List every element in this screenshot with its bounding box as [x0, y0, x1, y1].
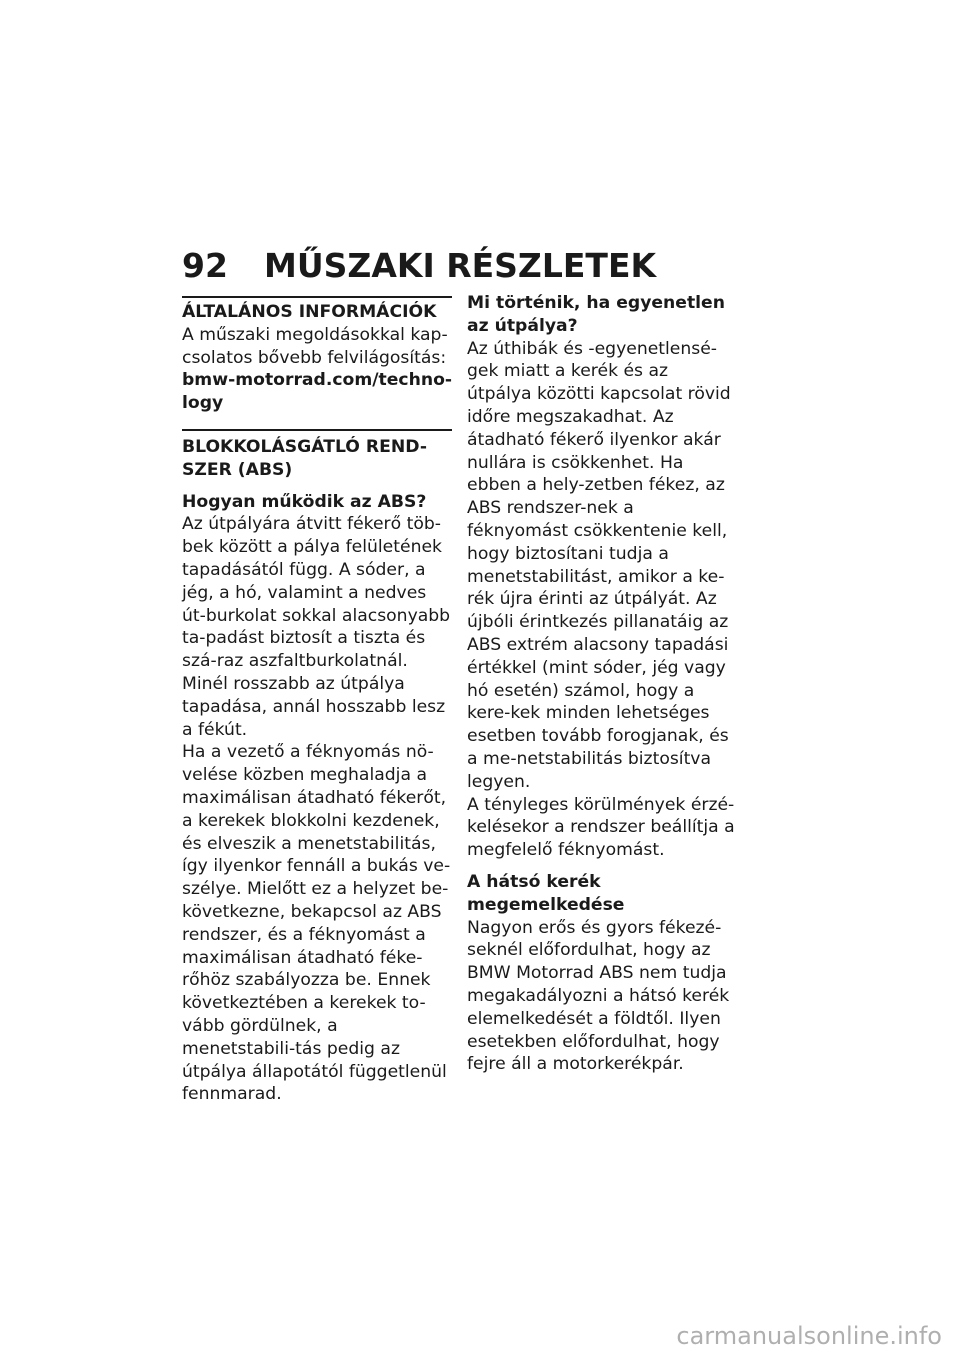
subheading-rear-wheel-lift: A hátsó kerék megemelkedése: [467, 871, 625, 915]
right-column: [467, 292, 737, 1076]
uneven-road-paragraph-2: A tényleges körülmények érzé-kelésekor a rendszer beállítja a megfelelő féknyomást.: [467, 794, 735, 861]
uneven-road-paragraph-1: Az úthibák és -egyenetlensé-gek miatt a kerék és az útpálya közötti kapcsolat rövid időre megszakadhat. Az átadható fékerő ilyenkor akár nullára is csökkenhet. Ha ebben a hely-zetben fékez, az ABS rendszer-nek a féknyomást csökkentenie kell, hogy biztosítani tudja a menetstabilitást, amikor a ke-rék újra érinti az útpályát. Az újbóli érintkezés pillanatáig az ABS extrém alacsony tapadási értékkel (mint sóder, jég vagy hó esetén) számol, hogy a kere-kek minden lehetséges esetben tovább forogjanak, és a me-netstabilitás biztosítva legyen.: [467, 338, 731, 792]
watermark: carmanualsonline.info: [676, 1322, 942, 1350]
page-header: [182, 244, 762, 288]
page-number: 92: [182, 246, 228, 285]
section-heading-abs: BLOKKOLÁSGÁTLÓ REND-SZER (ABS): [182, 436, 427, 480]
section-heading-general-info: ÁLTALÁNOS INFORMÁCIÓK: [182, 302, 437, 322]
abs-paragraph-2: Ha a vezető a féknyomás nö-velése közben meghaladja a maximálisan átadható fékerőt, a kerekek blokkolni kezdenek, és elveszik a menetstabilitás, így ilyenkor fennáll a bukás ve-szélye. Mielőtt ez a helyzet be-következne, bekapcsol az ABS rendszer, és a féknyomást a maximálisan átadható féke-rőhöz szabályozza be. Ennek következtében a kerekek to-vább gördülnek, a menetstabili-tás pedig az útpálya állapotától függetlenül fennmarad.: [182, 742, 451, 1105]
subheading-how-abs-works: Hogyan működik az ABS?: [182, 491, 427, 512]
chapter-title: MŰSZAKI RÉSZLETEK: [264, 246, 657, 285]
general-info-text: A műszaki megoldásokkal kap-csolatos bővebb felvilágosítás:: [182, 324, 448, 368]
section-divider: [182, 296, 452, 298]
subheading-uneven-road: Mi történik, ha egyenetlen az útpálya?: [467, 293, 725, 336]
abs-paragraph-1: Az útpályára átvitt fékerő töb-bek között a pálya felületének tapadásától függ. A sóder, a jég, a hó, valamint a nedves út-burkolat sokkal alacsonyabb ta-padást biztosít a tiszta és szá-raz aszfaltburkolatnál. Minél rosszabb az útpálya tapadása, annál hosszabb lesz a fékút.: [182, 514, 451, 740]
left-column: [182, 292, 452, 1106]
section-divider: [182, 429, 452, 431]
techno-link[interactable]: bmw-motorrad.com/techno-logy: [182, 370, 453, 414]
rear-wheel-lift-paragraph: Nagyon erős és gyors fékezé-seknél előfordulhat, hogy az BMW Motorrad ABS nem tudja megakadályozni a hátsó kerék elemelkedését a földtől. Ilyen esetekben előfordulhat, hogy fejre áll a motorkerékpár.: [467, 917, 730, 1075]
